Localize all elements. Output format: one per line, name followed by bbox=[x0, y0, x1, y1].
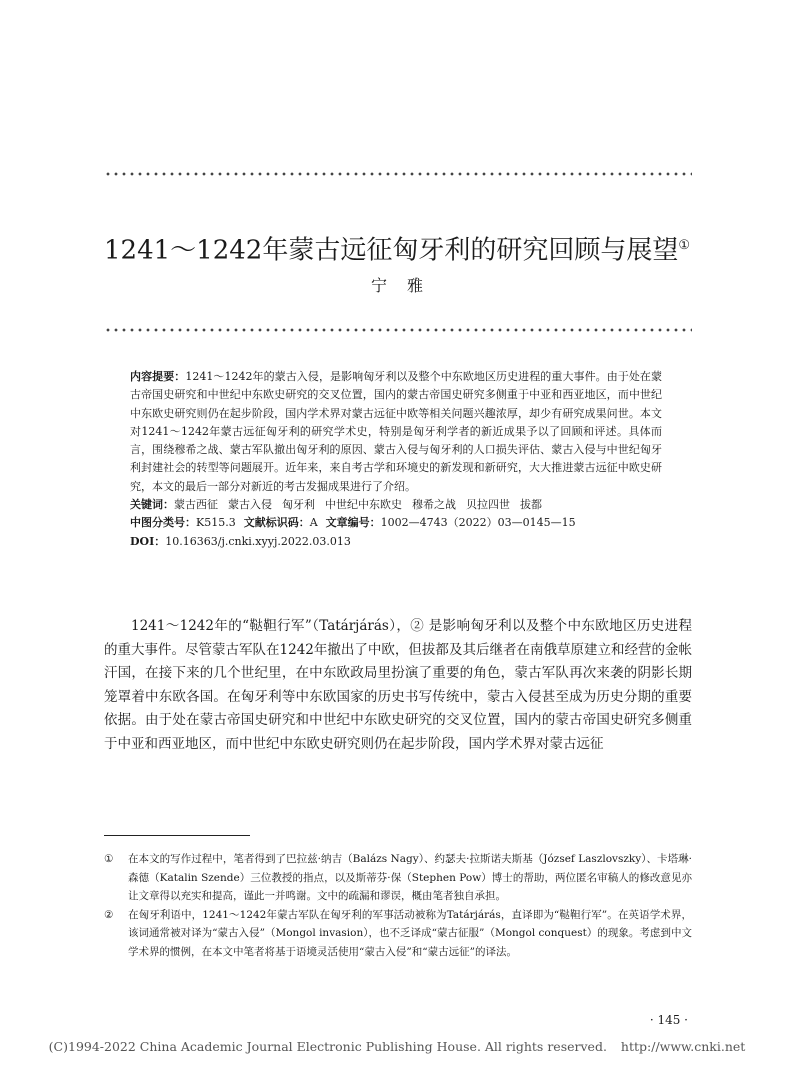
keyword: 贝拉四世 bbox=[466, 498, 510, 512]
keyword: 拔都 bbox=[520, 498, 542, 512]
footnote-2 bbox=[104, 906, 692, 962]
body-text bbox=[104, 615, 692, 756]
keyword: 穆希之战 bbox=[412, 498, 456, 512]
class-value: K515.3 bbox=[196, 516, 236, 530]
keywords-line bbox=[130, 496, 662, 514]
keyword: 匈牙利 bbox=[282, 498, 315, 512]
doi-label: DOI： bbox=[130, 534, 166, 548]
footnote-text: 在匈牙利语中，1241～1242年蒙古军队在匈牙利的军事活动被称为Tatárjárás，直译即为“鞑靼行军”。在英语学术界，该词通常被对译为“蒙古入侵”（Mongol invasion），也不乏译成“蒙古征服”（Mongol conquest）的现象。考虑到中文学术界的惯例，在本文中笔者将基于语境灵活使用“蒙古入侵”和“蒙古远征”的译法。 bbox=[128, 908, 692, 958]
copyright-text: (C)1994-2022 China Academic Journal Electronic Publishing House. All rights reserved. bbox=[48, 1039, 607, 1054]
footnote-text: 在本文的写作过程中，笔者得到了巴拉兹·纳吉（Balázs Nagy）、约瑟夫·拉斯诺夫斯基（József Laszlovszky）、卡塔琳·森德（Katalin Szende）三位教授的指点，以及斯蒂芬·保（Stephen Pow）博士的帮助，两位匿名审稿人的修改意见亦让文章得以充实和提高，谨此一并鸣谢。文中的疏漏和谬误，概由笔者独自承担。 bbox=[128, 853, 692, 903]
footnote-mark: ① bbox=[104, 853, 114, 865]
footnote-1 bbox=[104, 850, 692, 906]
article-title-text: 1241～1242年蒙古远征匈牙利的研究回顾与展望 bbox=[104, 236, 679, 267]
doc-label: 文献标识码： bbox=[243, 516, 310, 530]
article-no-label: 文章编号： bbox=[325, 516, 381, 530]
copyright-url[interactable]: http://www.cnki.net bbox=[620, 1039, 746, 1054]
abstract-block bbox=[130, 368, 662, 551]
doi-line bbox=[130, 533, 662, 551]
article-no-value: 1002—4743（2022）03—0145—15 bbox=[380, 516, 576, 530]
doc-value: A bbox=[309, 516, 318, 530]
abstract-label: 内容提要： bbox=[130, 370, 186, 383]
title-footnote-mark: ① bbox=[678, 238, 690, 254]
classification-line bbox=[130, 514, 662, 532]
footnotes bbox=[104, 850, 692, 962]
class-label: 中图分类号： bbox=[130, 516, 196, 530]
footnote-mark: ② bbox=[104, 908, 114, 921]
author-name: 宁雅 bbox=[370, 276, 443, 295]
abstract-paragraph bbox=[130, 368, 662, 496]
abstract-text: 1241～1242年的蒙古入侵，是影响匈牙利以及整个中东欧地区历史进程的重大事件。由于处在蒙古帝国史研究和中世纪中东欧史研究的交叉位置，国内的蒙古帝国史研究多侧重于中亚和西亚地区，而中世纪中东欧史研究则仍在起步阶段，国内学术界对蒙古远征中欧等相关问题兴趣浓厚，却少有研究成果问世。本文对1241～1242年蒙古远征匈牙利的研究学术史，特别是匈牙利学者的新近成果予以了回顾和评述。具体而言，围绕穆希之战、蒙古军队撤出匈牙利的原因、蒙古入侵与匈牙利的人口损失评估、蒙古入侵与中世纪匈牙利封建社会的转型等问题展开。近年来，来自考古学和环境史的新发现和新研究，大大推进蒙古远征中欧史研究，本文的最后一部分对新近的考古发掘成果进行了介绍。 bbox=[130, 370, 662, 493]
bottom-ornament-rule bbox=[104, 326, 692, 334]
doi-value: 10.16363/j.cnki.xyyj.2022.03.013 bbox=[165, 534, 351, 548]
keyword: 蒙古入侵 bbox=[228, 498, 272, 512]
article-title bbox=[0, 229, 794, 268]
keywords-label: 关键词： bbox=[130, 498, 174, 512]
footnote-rule bbox=[104, 835, 250, 836]
keyword: 蒙古西征 bbox=[174, 498, 218, 512]
top-ornament-rule bbox=[104, 170, 692, 178]
body-paragraph: 1241～1242年的“鞑靼行军”（Tatárjárás），② 是影响匈牙利以及整个中东欧地区历史进程的重大事件。尽管蒙古军队在1242年撤出了中欧，但拔都及其后继者在南俄草原建立和经营的金帐汗国，在接下来的几个世纪里，在中东欧政局里扮演了重要的角色，蒙古军队再次来袭的阴影长期笼罩着中东欧各国。在匈牙利等中东欧国家的历史书写传统中，蒙古入侵甚至成为历史分期的重要依据。由于处在蒙古帝国史研究和中世纪中东欧史研究的交叉位置，国内的蒙古帝国史研究多侧重于中亚和西亚地区，而中世纪中东欧史研究则仍在起步阶段，国内学术界对蒙古远征 bbox=[104, 618, 692, 752]
copyright-footer bbox=[0, 1039, 794, 1054]
page-number: · 145 · bbox=[649, 1013, 688, 1027]
keyword: 中世纪中东欧史 bbox=[325, 498, 402, 512]
